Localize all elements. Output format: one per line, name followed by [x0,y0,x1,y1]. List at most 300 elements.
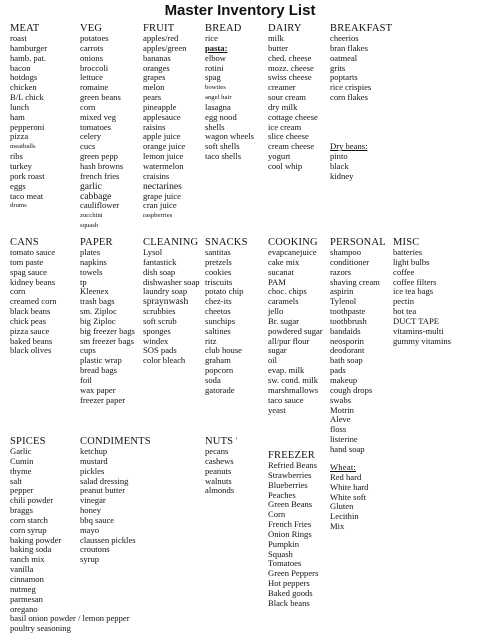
list-item: pork roast [10,170,45,181]
list-item: bacon [10,62,31,73]
list-item: croutons [80,544,110,555]
list-item: cauliflower [80,200,120,211]
page-title: Master Inventory List [164,2,316,19]
section-header: BREAKFAST [330,23,393,34]
list-item: lasagna [205,101,231,112]
list-item: soft shells [205,141,240,152]
section-bread [205,24,277,162]
list-item: razors [330,266,351,277]
list-item: nutmeg [10,583,36,594]
list-item: swabs [330,394,352,405]
list-item: pretzels [205,256,232,267]
list-item: Squash [268,548,293,559]
list-item: pinto [330,151,348,162]
list-item: DUCT TAPE [393,315,440,326]
list-item: ice tea bags [393,286,434,297]
list-item: broccoli [80,62,109,73]
spacer [330,103,402,113]
list-item: onions [80,52,103,63]
list-item: walnuts [205,475,232,486]
list-item: basil onion powder / lemon pepper [10,613,130,624]
list-item: garlic [80,180,102,192]
list-item: taco shells [205,151,242,162]
list-item: windex [143,335,169,346]
list-item: powdered sugar [268,325,323,336]
list-item: choc. chips [268,286,307,297]
list-item: big freezer bags [80,325,135,336]
list-item: eggs [10,180,26,191]
list-item: watermelon [143,160,184,171]
list-item: club house [205,345,242,356]
list-item: lettuce [80,72,103,83]
list-item: raisins [143,121,166,132]
section-personal [330,238,402,455]
list-item: raspberries [143,212,173,220]
list-item: coffee [393,266,415,277]
list-item: grapes [143,72,166,83]
list-item: braggs [10,505,33,516]
list-item: cake mix [268,256,300,267]
list-item: black [330,160,349,171]
list-item: Mix [330,521,345,532]
list-item: potato chip [205,286,244,297]
list-item: corn [80,101,96,112]
list-item: Blueberries [268,479,308,490]
item-list [330,34,402,182]
list-item: neosporin [330,335,364,346]
list-item: applesauce [143,111,181,122]
section-header: SNACKS [205,237,248,248]
list-item: Pumpkin [268,538,300,549]
list-item: Baked goods [268,587,313,598]
list-item: tp [80,276,87,287]
list-item: salt [10,475,22,486]
list-item: tomatoes [80,121,112,132]
list-item: jello [268,306,284,317]
list-item: yeast [268,404,286,415]
list-item: peanuts [205,465,232,476]
list-item: gummy vitamins [393,335,452,346]
list-item: corn [10,286,26,297]
list-item: sucanat [268,266,294,277]
list-item: roast [10,33,27,43]
item-list [205,447,277,496]
list-item: baking soda [10,544,52,555]
list-item: sour cream [268,92,306,103]
list-item: White hard [330,481,369,492]
list-item: cucs [80,141,96,152]
list-item: elbow [205,52,227,63]
list-item: toothpaste [330,306,366,317]
list-item: chili powder [10,495,54,506]
section-header: CANS [10,237,39,248]
list-item: meatballs [10,143,36,151]
section-nuts [205,437,277,496]
list-item: gatorade [205,384,235,395]
section-cans [10,238,82,356]
list-item: ranch mix [10,554,45,565]
list-item: bbq sauce [80,514,115,525]
list-item: batteries [393,247,423,257]
list-item: ice cream [268,121,302,132]
item-list [205,34,277,162]
list-item: black beans [10,306,51,317]
item-list [10,248,82,356]
list-item: grits [330,62,346,73]
list-item: cottage cheese [268,111,318,122]
list-item: graham [205,355,231,366]
list-item: hamburger [10,42,48,53]
list-item: kidney [330,170,354,181]
list-item: squash [80,222,99,230]
section-header: PERSONAL [330,237,386,248]
list-item: Garlic [10,446,32,456]
list-item: Onion Rings [268,528,312,539]
list-item: scrubbies [143,306,176,317]
list-item: carrots [80,42,104,53]
list-item: bowties [205,84,226,92]
list-item: mozz. cheese [268,62,314,73]
list-item: cashews [205,455,234,466]
spacer [330,123,402,133]
list-item: bandaids [330,325,361,336]
section-misc [393,238,465,346]
list-item: drums [10,202,27,210]
list-item: Kleenex [80,286,109,297]
spacer [330,113,402,123]
list-item: pectin [393,296,414,307]
list-item: B/L chick [10,92,44,103]
section-breakfast [330,24,402,182]
list-item: tom paste [10,256,44,267]
list-item: cabbage [80,190,112,202]
list-item: cups [80,345,96,356]
item-list [393,248,465,346]
list-item: Green Beans [268,499,313,510]
list-item: French Fries [268,519,312,530]
list-item: poultry seasoning [10,623,71,634]
section-snacks [205,238,277,396]
list-item: wagon wheels [205,131,254,142]
list-item: evapcanejuice [268,247,317,257]
list-item: light bulbs [393,256,430,267]
item-list [80,447,152,565]
list-item: deodorant [330,345,365,356]
list-item: pears [143,92,162,103]
list-item: claussen pickles [80,534,136,545]
list-item: mayo [80,524,100,535]
section-condiments [80,437,152,565]
list-item: bread bags [80,365,117,376]
list-item: cough drops [330,384,373,395]
list-item: poptarts [330,72,358,83]
section-header: PAPER [80,237,113,248]
list-item: ritz [205,335,217,346]
list-item: spag sauce [10,266,47,277]
section-header: CLEANING [143,237,199,248]
list-item: vitamins-multi [393,325,444,336]
list-item: Cumin [10,455,34,466]
list-item: honey [80,505,102,516]
list-item: corn starch [10,514,48,525]
list-item: laundry soap [143,286,188,297]
list-item: baking powder [10,534,62,545]
list-item: kidney beans [10,276,56,287]
list-item: Red hard [330,471,362,482]
list-item: big Ziploc [80,315,116,326]
list-item: chicken [10,82,37,93]
list-item: corn flakes [330,92,368,103]
list-item: popcorn [205,365,234,376]
list-item: nectarines [143,180,182,192]
list-item: Lysol [143,247,163,257]
list-item: ched. cheese [268,52,312,63]
list-item: listerine [330,434,358,445]
list-item: toothbrush [330,315,367,326]
list-item: Peaches [268,489,296,500]
list-item: caramels [268,296,299,307]
list-item: hotdogs [10,72,38,83]
list-item: marshmallows [268,384,319,395]
list-item: hot tea [393,306,417,317]
list-item: melon [143,82,165,93]
list-item: Aleve [330,414,351,425]
list-item: freezer paper [80,394,126,405]
section-veg [80,24,152,231]
list-item: dishwasher soap [143,276,200,287]
list-item: Corn [268,509,286,520]
list-item: oatmeal [330,52,358,63]
list-item: romaine [80,82,109,93]
list-item: chick peas [10,315,47,326]
list-item: orange juice [143,141,186,152]
list-item: hamb. pat. [10,52,47,63]
list-item: apples/green [143,42,187,53]
section-header: NUTS [205,436,234,447]
list-item: sponges [143,325,171,336]
list-item: Tomatoes [268,558,302,569]
list-item: almonds [205,485,235,496]
list-item: angel hair [205,94,232,102]
list-item: creamed corn [10,296,57,307]
list-item: grape juice [143,190,181,201]
list-item: tomato sauce [10,247,56,257]
section-paper [80,238,152,406]
list-item: black olives [10,345,52,356]
list-item: plates [80,247,101,257]
list-item: lunch [10,101,30,112]
item-list [330,473,402,532]
list-item: pineapple [143,101,177,112]
list-item: rotini [205,62,224,73]
list-item: sm freezer bags [80,335,134,346]
list-item: cream cheese [268,141,315,152]
list-item: pepperoni [10,121,45,132]
list-item: apple juice [143,131,181,142]
list-item: Motrin [330,404,354,415]
list-item: pizza [10,131,29,142]
list-item: foil [80,374,92,385]
list-item: sunchips [205,315,236,326]
list-item: spraynwash [143,296,189,308]
list-item: Black beans [268,597,310,608]
list-item: Hot peppers [268,578,310,589]
item-list [10,34,82,211]
list-item: coffee filters [393,276,437,287]
list-item: sm. Ziploc [80,306,117,317]
list-item: cinnamon [10,573,44,584]
list-item: mixed veg [80,111,117,122]
list-item: syrup [80,554,100,565]
list-item: vinegar [80,495,106,506]
section-header: Wheat: [330,462,357,472]
list-item: Br. sugar [268,315,300,326]
list-item: Strawberries [268,469,312,480]
list-item: parmesan [10,593,43,604]
list-item: wax paper [80,384,116,395]
list-item: vanilla [10,564,34,575]
list-item: dry milk [268,101,298,112]
list-item: french fries [80,170,120,181]
list-item: mustard [80,455,108,466]
list-item: cheerios [330,33,359,43]
list-item: sw. cond. milk [268,374,319,385]
list-item: santitas [205,247,231,257]
list-item: pickles [80,465,105,476]
list-item: baked beans [10,335,53,346]
list-item: taco meat [10,190,44,201]
list-item: trash bags [80,296,115,307]
list-item: plastic wrap [80,355,122,366]
list-item: apples/red [143,33,179,43]
list-item: celery [80,131,101,142]
item-list [80,34,152,231]
list-item: slice cheese [268,131,309,142]
list-item: swiss cheese [268,72,312,83]
list-item: napkins [80,256,107,267]
list-item: pizza sauce [10,325,50,336]
item-list [80,248,152,406]
list-item: rice [205,33,218,43]
list-item: saltines [205,325,231,336]
list-item: aspirin [330,286,354,297]
list-item: thyme [10,465,32,476]
list-item: floss [330,424,347,435]
list-item: pasta: [205,42,228,53]
list-item: Gluten [330,501,354,512]
list-item: ketchup [80,446,108,456]
list-item: ham [10,111,25,122]
list-item: PAM [268,276,286,287]
stray-mark: ' [236,436,238,445]
list-item: taco sauce [268,394,304,405]
list-item: color bleach [143,355,186,366]
list-item: milk [268,33,284,43]
list-item: creamer [268,82,296,93]
list-item: green pepp [80,151,118,162]
list-item: sugar [268,345,287,356]
list-item: hash browns [80,160,124,171]
list-item: spag [205,72,221,83]
list-item: bath soap [330,355,363,366]
section-meat [10,24,82,211]
list-item: egg nood [205,111,237,122]
list-item: Dry beans: [330,141,368,152]
item-list [330,248,402,455]
list-item: shells [205,121,225,132]
list-item: craisins [143,170,170,181]
list-item: zucchini [80,212,103,220]
list-item: ribs [10,151,23,162]
list-item: Green Peppers [268,568,319,579]
list-item: Refried Beans [268,460,317,470]
section-header: CONDIMENTS [80,436,151,447]
list-item: cheetos [205,306,231,317]
list-item: corn syrup [10,524,47,535]
section-header: MEAT [10,23,40,34]
list-item: cookies [205,266,232,277]
list-item: fantastick [143,256,177,267]
list-item: bran flakes [330,42,368,53]
list-item: yogurt [268,151,291,162]
list-item: oranges [143,62,170,73]
list-item: chez-its [205,296,232,307]
list-item: salad dressing [80,475,129,486]
section-header: FREEZER [268,450,315,461]
list-item: all/pur flour [268,335,310,346]
list-item: oil [268,355,278,366]
item-list [205,248,277,396]
list-item: White soft [330,491,367,502]
list-item: shampoo [330,247,362,257]
list-item: peanut butter [80,485,126,496]
list-item: dish soap [143,266,176,277]
list-item: Tylenol [330,296,357,307]
list-item: conditioner [330,256,370,267]
list-item: cool whip [268,160,303,171]
section-header: COOKING [268,237,318,248]
list-item: lemon juice [143,151,184,162]
list-item: Lecithin [330,511,359,522]
list-item: pepper [10,485,34,496]
list-item: triscuits [205,276,233,287]
list-item: turkey [10,160,32,171]
list-item: evap. milk [268,365,305,376]
section-header: DAIRY [268,23,302,34]
section-wheat [330,463,402,532]
list-item: rice crispies [330,82,372,93]
section-header: MISC [393,237,420,248]
section-header: SPICES [10,436,46,447]
list-item: pads [330,365,346,376]
list-item: potatoes [80,33,109,43]
section-header: FRUIT [143,23,175,34]
list-item: oregano [10,603,38,614]
list-item: hand soap [330,443,365,454]
section-header: BREAD [205,23,242,34]
list-item: cran juice [143,200,177,211]
list-item: bananas [143,52,171,63]
list-item: soda [205,374,221,385]
list-item: towels [80,266,103,277]
list-item: makeup [330,374,358,385]
list-item: butter [268,42,289,53]
section-header: VEG [80,23,103,34]
list-item: soft scrub [143,315,177,326]
list-item: shaving cream [330,276,380,287]
list-item: green beans [80,92,121,103]
list-item: SOS pads [143,345,177,356]
